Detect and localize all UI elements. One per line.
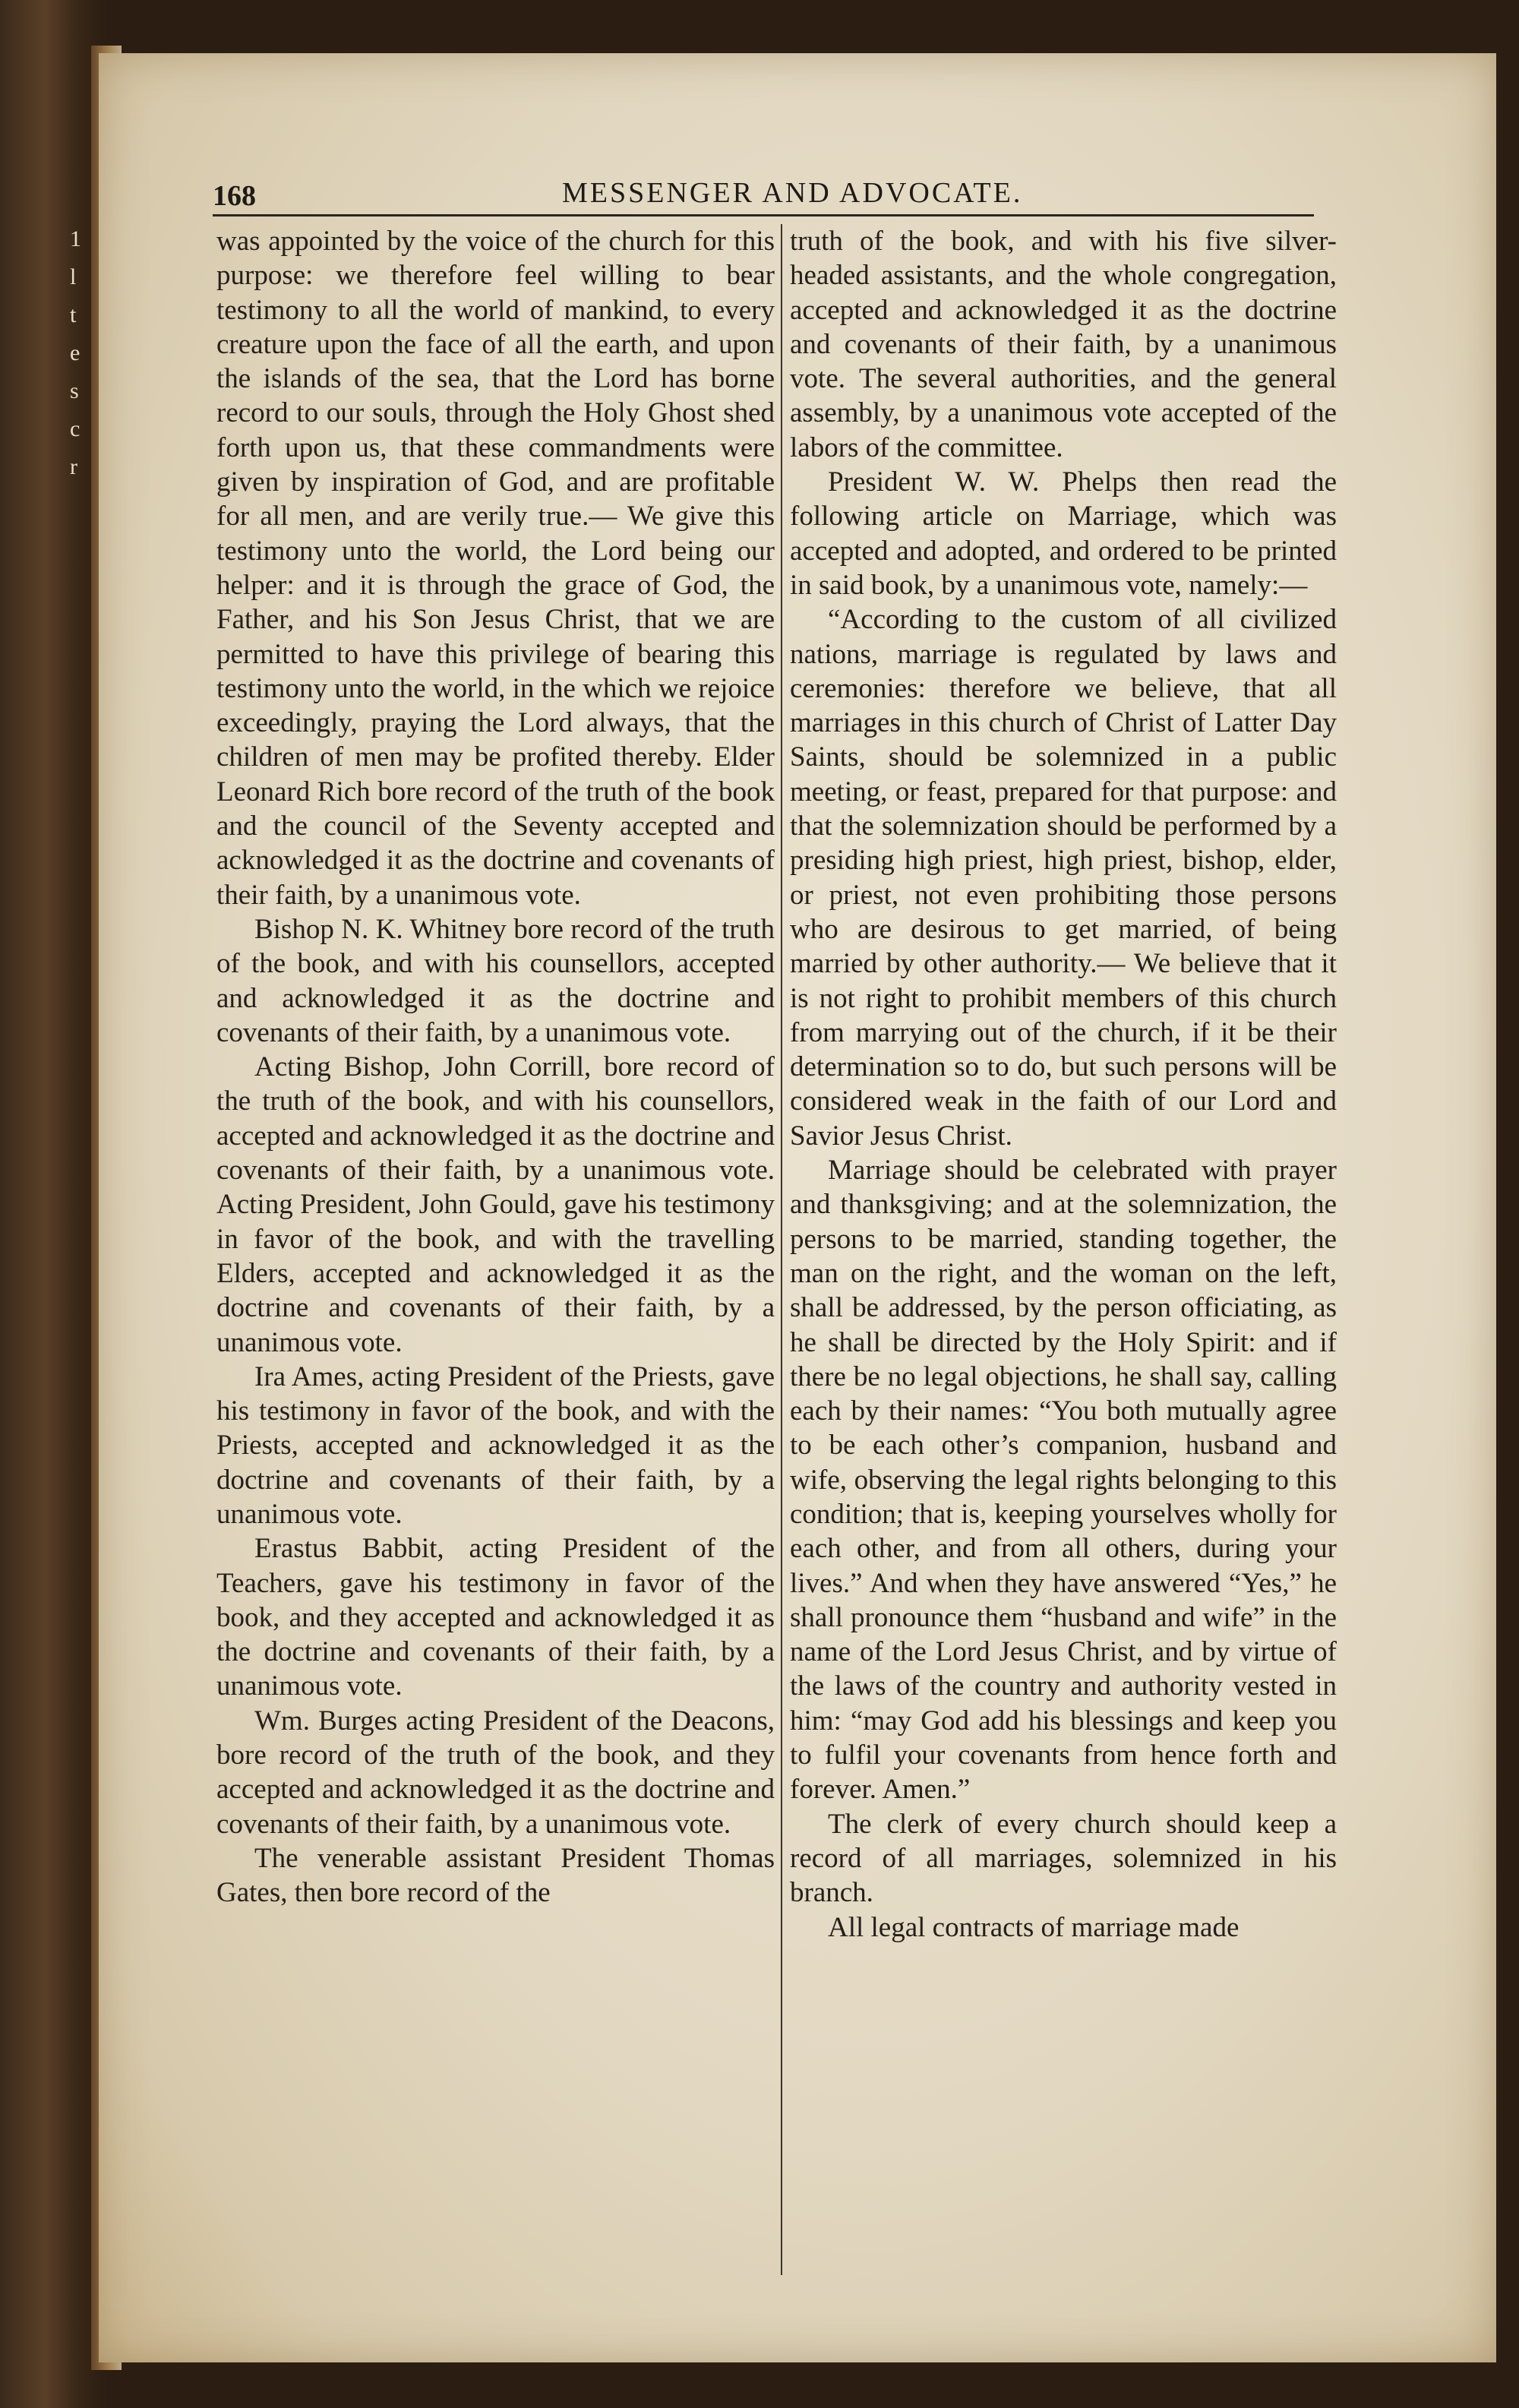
paragraph: The clerk of every church should keep a record of all marriages, solemnized in his branch. <box>790 1808 1337 1909</box>
margin-char: r <box>70 454 77 479</box>
paragraph: Bishop N. K. Whitney bore record of the truth of the book, and with his counsellors, accepted and acknowledged it as the doctrine and covenants of their faith, by a unanimous vote. <box>216 913 775 1048</box>
margin-char: s <box>70 378 79 403</box>
left-column <box>216 224 775 1910</box>
margin-char: c <box>70 416 81 441</box>
column-divider <box>781 224 782 2275</box>
paragraph: President W. W. Phelps then read the following article on Marriage, which was accepted and adopted, and ordered to be printed in said book, by a unanimous vote, namely:— <box>790 466 1337 601</box>
paragraph: The venerable assistant President Thomas Gates, then bore record of the <box>216 1842 775 1909</box>
paragraph: “According to the custom of all civilized nations, marriage is regulated by laws and ceremonies: therefore we believe, that all marriages in this church of Christ of Latter Day Saints, should be solemnized in a public meeting, or feast, prepared for that purpose: and that the solemnization should be performed by a presiding high priest, high priest, bishop, elder, or priest, not even prohibiting those persons who are desirous to get married, of being married by other authority.— We believe that it is not right to prohibit members of this church from marrying out of the church, if it be their determination so to do, but such persons will be considered weak in the faith of our Lord and Savior Jesus Christ. <box>790 604 1337 1152</box>
page-header <box>213 176 1314 218</box>
page-number: 168 <box>213 180 256 212</box>
header-rule <box>213 214 1314 216</box>
running-title: MESSENGER AND ADVOCATE. <box>562 177 1023 209</box>
paragraph: Marriage should be celebrated with prayer and thanksgiving; and at the solemnization, the persons to be married, standing together, the man on the right, and the woman on the left, shall be addressed, by the person officiating, as he shall be directed by the Holy Spirit: and if there be no legal objections, he shall say, calling each by their names: “You both mutually agree to be each other’s companion, husband and wife, observing the legal rights belonging to this condition; that is, keeping yourselves wholly for each other, and from all others, during your lives.” And when they have answered “Yes,” he shall pronounce them “husband and wife” in the name of the Lord Jesus Christ, and by virtue of the laws of the country and authority vested in him: “may God add his blessings and keep you to fulfil your covenants from hence forth and forever. Amen.” <box>790 1155 1337 1806</box>
margin-char: 1 <box>70 226 81 251</box>
previous-page-margin-fragment <box>70 220 93 486</box>
paragraph: Acting Bishop, John Corrill, bore record of the truth of the book, and with his counsellors, accepted and acknowledged it as the doctrine and covenants of their faith, by a unanimous vote. Acting President, John Gould, gave his testimony in favor of the book, and with the travelling Elders, accepted and acknowledged it as the doctrine and covenants of their faith, by a unanimous vote. <box>216 1051 775 1358</box>
paragraph: All legal contracts of marriage made <box>828 1911 1240 1943</box>
paragraph: was appointed by the voice of the church for this purpose: we therefore feel willing to bear testimony to all the world of mankind, to every creature upon the face of all the earth, and upon the islands of the sea, that the Lord has borne record to our souls, through the Holy Ghost shed forth upon us, that these commandments were given by inspiration of God, and are profitable for all men, and are verily true.— We give this testimony unto the world, the Lord being our helper: and it is through the grace of God, the Father, and his Son Jesus Christ, that we are permitted to have this privilege of bearing this testimony unto the world, in the which we rejoice exceedingly, praying the Lord always, that the children of men may be profited thereby. Elder Leonard Rich bore record of the truth of the book and the council of the Seventy accepted and acknowledged it as the doctrine and covenants of their faith, by a unanimous vote. <box>216 226 775 911</box>
paragraph: Wm. Burges acting President of the Deacons, bore record of the truth of the book, and they accepted and acknowledged it as the doctrine and covenants of their faith, by a unanimous vote. <box>216 1705 775 1840</box>
margin-char: e <box>70 340 81 365</box>
margin-char: l <box>70 264 77 289</box>
paragraph: Ira Ames, acting President of the Priests, gave his testimony in favor of the book, and with the Priests, accepted and acknowledged it as the doctrine and covenants of their faith, by a unanimous vote. <box>216 1360 775 1530</box>
paragraph: Erastus Babbit, acting President of the Teachers, gave his testimony in favor of the book, and they accepted and acknowledged it as the doctrine and covenants of their faith, by a unanimous vote. <box>216 1533 775 1702</box>
margin-char: t <box>70 302 77 327</box>
paragraph: truth of the book, and with his five silver-headed assistants, and the whole congregation, accepted and acknowledged it as the doctrine and covenants of their faith, by a unanimous vote. The several authorities, and the general assembly, by a unanimous vote accepted of the labors of the committee. <box>790 226 1337 463</box>
right-column <box>790 224 1337 1945</box>
